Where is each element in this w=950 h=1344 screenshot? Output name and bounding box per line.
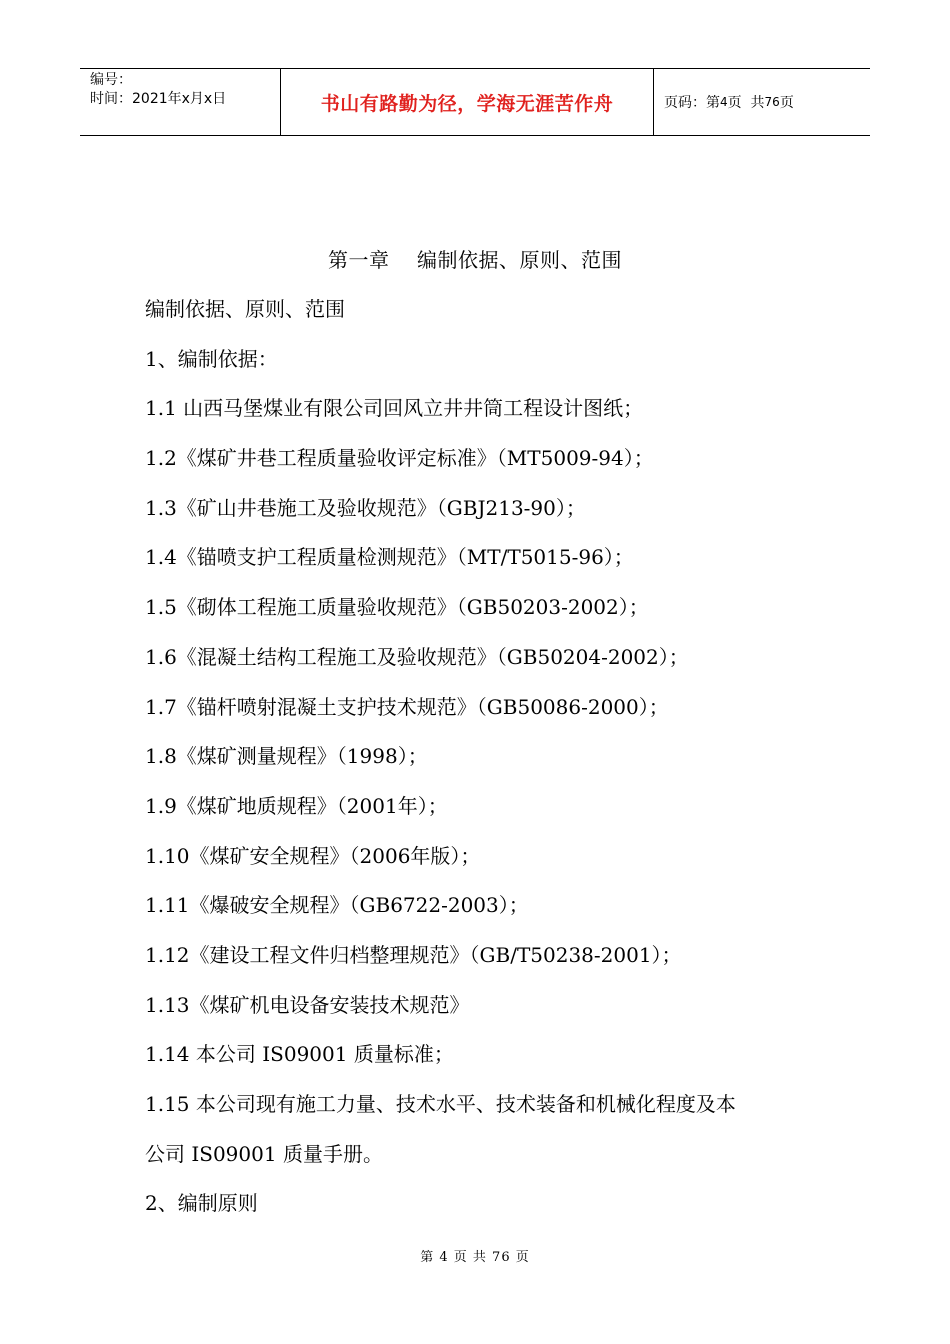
chapter-title: 第一章 编制依据、原则、范围 (328, 248, 622, 272)
text-line: 1.15 本公司现有施工力量、技术水平、技术装备和机械化程度及本 (145, 1092, 736, 1116)
text-line: 1.13《煤矿机电设备安装技术规范》 (145, 992, 470, 1017)
page-header (80, 68, 870, 136)
text-line: 1.6《混凝土结构工程施工及验收规范》（GB50204-2002）； (145, 644, 689, 669)
text-line: 1.1 山西马堡煤业有限公司回风立井井筒工程设计图纸； (145, 396, 644, 421)
text-line: 2、编制原则 (145, 1191, 258, 1216)
header-motto: 书山有路勤为径，学海无涯苦作舟 (320, 92, 614, 115)
header-meta (80, 69, 281, 135)
text-line: 1.8《煤矿测量规程》（1998）； (145, 744, 428, 769)
text-line: 1.2《煤矿井巷工程质量验收评定标准》（MT5009-94）； (145, 446, 654, 471)
page-suffix: 页 (779, 95, 794, 111)
text-line: 1.3《矿山井巷施工及验收规范》（GBJ213-90）； (145, 495, 586, 520)
page-total: 76 (764, 95, 780, 109)
text-line: 编制依据、原则、范围 (145, 297, 345, 321)
header-motto-cell (281, 69, 654, 135)
text-line: 1.11《爆破安全规程》（GB6722-2003）； (145, 893, 529, 918)
header-page-number (654, 69, 870, 135)
serial-label: 编号： (90, 72, 132, 88)
text-line: 公司 IS09001 质量手册。 (145, 1141, 383, 1166)
text-line: 1.12《建设工程文件归档整理规范》（GB/T50238-2001）； (145, 942, 682, 967)
page-prefix: 页码：第 (664, 95, 720, 111)
page-current: 4 (720, 95, 728, 109)
text-line: 1.4《锚喷支护工程质量检测规范》（MT/T5015-96）； (145, 545, 634, 570)
page-mid: 页 共 (727, 95, 765, 111)
text-line: 1、编制依据： (145, 346, 278, 371)
time-label: 时间：2021年x月x日 (90, 91, 227, 107)
text-line: 1.7《锚杆喷射混凝土支护技术规范》（GB50086-2000）； (145, 694, 669, 719)
body-text (145, 290, 825, 1234)
page-footer: 第 4 页 共 76 页 (420, 1250, 530, 1265)
text-line: 1.9《煤矿地质规程》（2001年）； (145, 793, 448, 818)
text-line: 1.14 本公司 IS09001 质量标准； (145, 1042, 454, 1067)
text-line: 1.5《砌体工程施工质量验收规范》（GB50203-2002）； (145, 595, 649, 620)
text-line: 1.10《煤矿安全规程》（2006年版）； (145, 843, 481, 868)
